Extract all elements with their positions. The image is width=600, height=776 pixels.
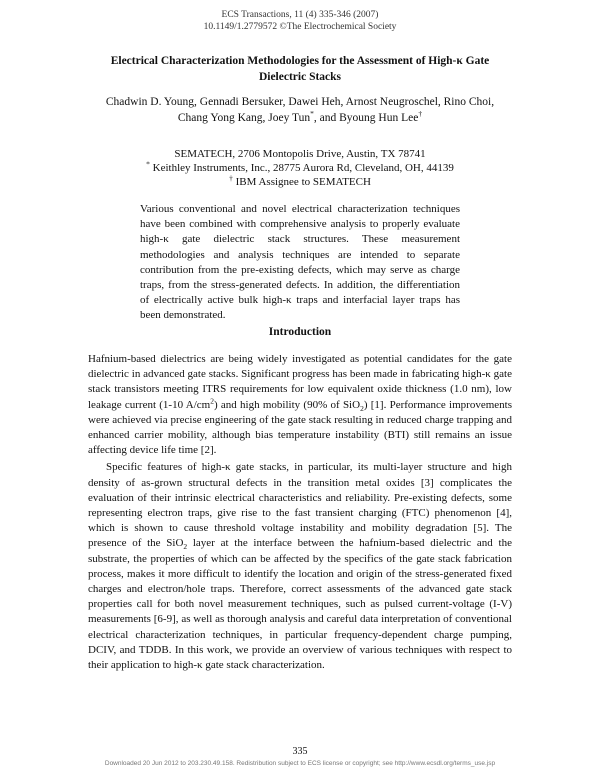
- abstract: Various conventional and novel electrical characterization techniques have been combined with comprehensive analysis to properly evaluate high-κ gate dielectric stack structures. These measurement methodologies and analysis techniques are intended to separate contribution from the pre-existing defects, which may serve as charge traps, from the stress-generated defects. In addition, the differentiation of electrically active bulk high-κ traps and interfacial layer traps has been demonstrated.: [140, 203, 460, 322]
- title-line-1: Electrical Characterization Methodologies for the Assessment of High-κ Gate: [110, 55, 490, 67]
- p1-sub: 2: [360, 403, 364, 413]
- authors-line-2: [70, 110, 530, 126]
- doi-line: 10.1149/1.2779572 ©The Electrochemical Society: [203, 22, 397, 32]
- p1-text-c: ) [1]. Performance improvements were achieved via precise engineering of the gate stack resulting in reduced charge trapping and enhanced carrier mobility, although bias temperature instability (BTI) still remains an issue affecting device life time [2].: [88, 398, 512, 457]
- p1-text-a: Hafnium-based dielectrics are being widely investigated as potential candidates for the gate dielectric in advanced gate stacks. Significant progress has been made in fabricating high-κ gate stack transistors meeting ITRS requirements for low equivalent oxide thickness (1.0 nm), low leakage current (1-10 A/cm: [88, 353, 512, 411]
- p1-sup: 2: [210, 395, 214, 405]
- paragraph-2: [88, 460, 512, 673]
- p2-text-a: Specific features of high-κ gate stacks, in particular, its multi-layer structure and high density of as-grown structural defects in the transition metal oxides [3] complicates the evaluation of their intrinsic electrical characteristics and reliability. Pre-existing defects, some representing electron traps, give rise to the fast transient charging (FTC) phenomenon [4], which is shown to cause threshold voltage instability and mobility degradation [5]. The presence of the SiO: [88, 461, 512, 550]
- affiliation-keithley-text: Keithley Instruments, Inc., 28775 Aurora Rd, Cleveland, OH, 44139: [149, 162, 454, 174]
- authors-line-2b: , and Byoung Hun Lee: [313, 112, 419, 124]
- affiliation-ibm-mark: †: [229, 173, 233, 183]
- ibm-mark: †: [418, 109, 423, 119]
- affiliations: [70, 147, 530, 189]
- affiliation-keithley: [70, 161, 530, 175]
- page-number: 335: [292, 746, 308, 757]
- p2-text-b: layer at the interface between the hafnium-based dielectric and the substrate, the properties of which can be affected by the specifics of the gate stack fabrication process, makes it more difficult to identify the location and origin of the stress-generated fixed charges and electron/hole traps. Therefore, correct assessments of the advanced gate stack properties call for both novel measurement techniques, such as pulsed current-voltage (I-V) measurements [6-9], as well as thorough analysis and careful data interpretation of conventional electrical characterization techniques, in particular frequency-dependent charge pumping, DCIV, and TDDB. In this work, we provide an overview of various techniques with respect to their application to high-κ gate stack characterization.: [88, 537, 512, 672]
- p1-text-b: ) and high mobility (90% of SiO: [213, 398, 361, 411]
- keithley-mark: *: [310, 109, 314, 119]
- affiliation-sematech: SEMATECH, 2706 Montopolis Drive, Austin, TX 78741: [174, 148, 426, 160]
- journal-header: [0, 9, 600, 33]
- affiliation-ibm-text: IBM Assignee to SEMATECH: [232, 176, 371, 188]
- section-heading-introduction: Introduction: [268, 326, 332, 338]
- affiliation-keithley-mark: *: [146, 159, 150, 169]
- paper-title: [80, 53, 520, 85]
- author-list: [70, 94, 530, 126]
- body-text: [88, 352, 512, 673]
- authors-line-2a: Chang Yong Kang, Joey Tun: [177, 112, 311, 124]
- title-line-2: Dielectric Stacks: [258, 71, 342, 83]
- download-footer: Downloaded 20 Jun 2012 to 203.230.49.158. Redistribution subject to ECS license or copyright; see http://www.ecsdl.org/terms_use.jsp: [104, 760, 496, 767]
- paragraph-1: [88, 352, 512, 458]
- affiliation-ibm: [70, 175, 530, 189]
- p2-sub: 2: [183, 542, 188, 552]
- authors-line-1: Chadwin D. Young, Gennadi Bersuker, Dawei Heh, Arnost Neugroschel, Rino Choi,: [105, 96, 495, 108]
- journal-citation: ECS Transactions, 11 (4) 335-346 (2007): [221, 10, 379, 20]
